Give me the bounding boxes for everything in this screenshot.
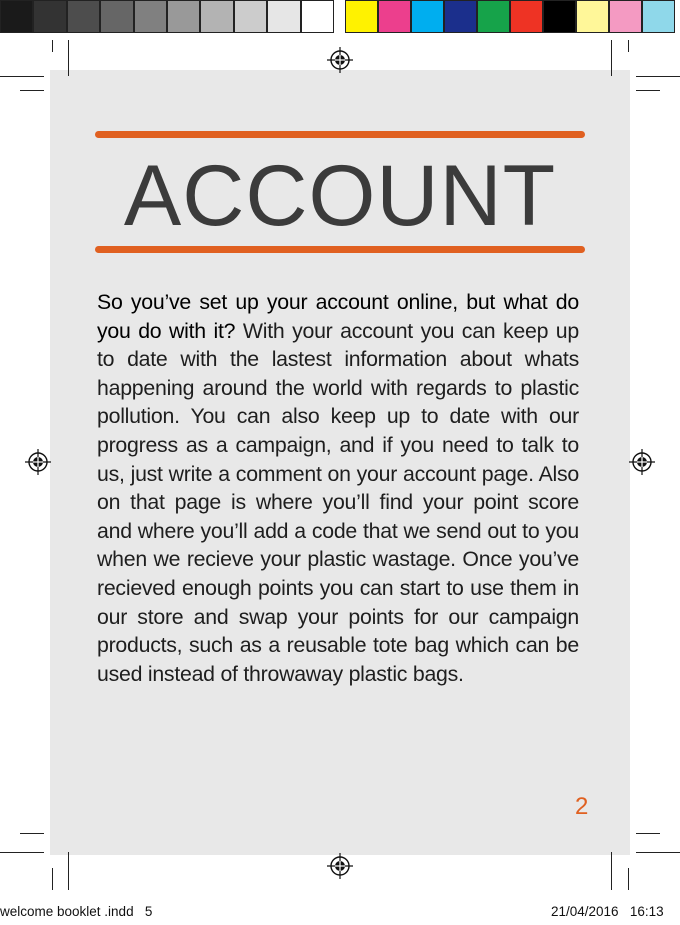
crop-mark [611, 40, 612, 76]
color-swatch [0, 0, 33, 33]
slug-filename: welcome booklet .indd 5 [0, 904, 153, 919]
color-swatch [100, 0, 133, 33]
crop-mark [0, 852, 44, 853]
registration-mark-icon [327, 47, 353, 73]
crop-mark [628, 868, 629, 890]
crop-mark [20, 833, 44, 834]
color-swatch [444, 0, 477, 33]
crop-mark [636, 90, 660, 91]
crop-mark [636, 833, 660, 834]
color-swatch [234, 0, 267, 33]
color-swatch [33, 0, 66, 33]
color-swatch [510, 0, 543, 33]
color-swatch-bar [345, 0, 675, 35]
color-swatch [543, 0, 576, 33]
crop-mark [68, 40, 69, 76]
color-swatch [200, 0, 233, 33]
crop-mark [636, 76, 680, 77]
color-swatch [477, 0, 510, 33]
color-swatch [167, 0, 200, 33]
title-rule-bottom [95, 246, 585, 253]
color-swatch [301, 0, 334, 33]
registration-mark-icon [629, 449, 655, 475]
body-paragraph [97, 288, 579, 688]
crop-mark [611, 852, 612, 890]
page-number: 2 [575, 793, 589, 820]
crop-mark [628, 40, 629, 52]
crop-mark [52, 868, 53, 890]
registration-mark-icon [25, 449, 51, 475]
color-swatch [411, 0, 444, 33]
color-swatch [609, 0, 642, 33]
page-title: ACCOUNT [123, 148, 557, 244]
color-swatch [67, 0, 100, 33]
lead-sentence: So you’ve set up your account online, but what do you do with it? [97, 290, 579, 343]
body-text: With your account you can keep up to date with the lastest information about whats happening around the world with regards to plastic pollution. You can also keep up to date with our progress as a campaign, and if you need to talk to us, just write a comment on your account page. Also on that page is where you’ll find your point score and where you’ll add a code that we send out to you when we recieve your plastic wastage. Once you’ve recieved enough points you can start to use them in our store and swap your points for our campaign products, such as a reusable tote bag which can be used instead of throwaway plastic bags. [97, 318, 579, 686]
registration-mark-icon [327, 853, 353, 879]
slug-date: 21/04/2016 16:13 [551, 904, 664, 919]
color-swatch [134, 0, 167, 33]
title-rule-top [95, 131, 585, 138]
gray-swatch-bar [0, 0, 334, 35]
crop-mark [636, 852, 680, 853]
color-swatch [642, 0, 675, 33]
crop-mark [0, 76, 44, 77]
crop-mark [20, 90, 44, 91]
color-swatch [576, 0, 609, 33]
crop-mark [68, 852, 69, 890]
color-swatch [345, 0, 378, 33]
color-swatch [378, 0, 411, 33]
crop-mark [52, 40, 53, 52]
color-swatch [267, 0, 300, 33]
